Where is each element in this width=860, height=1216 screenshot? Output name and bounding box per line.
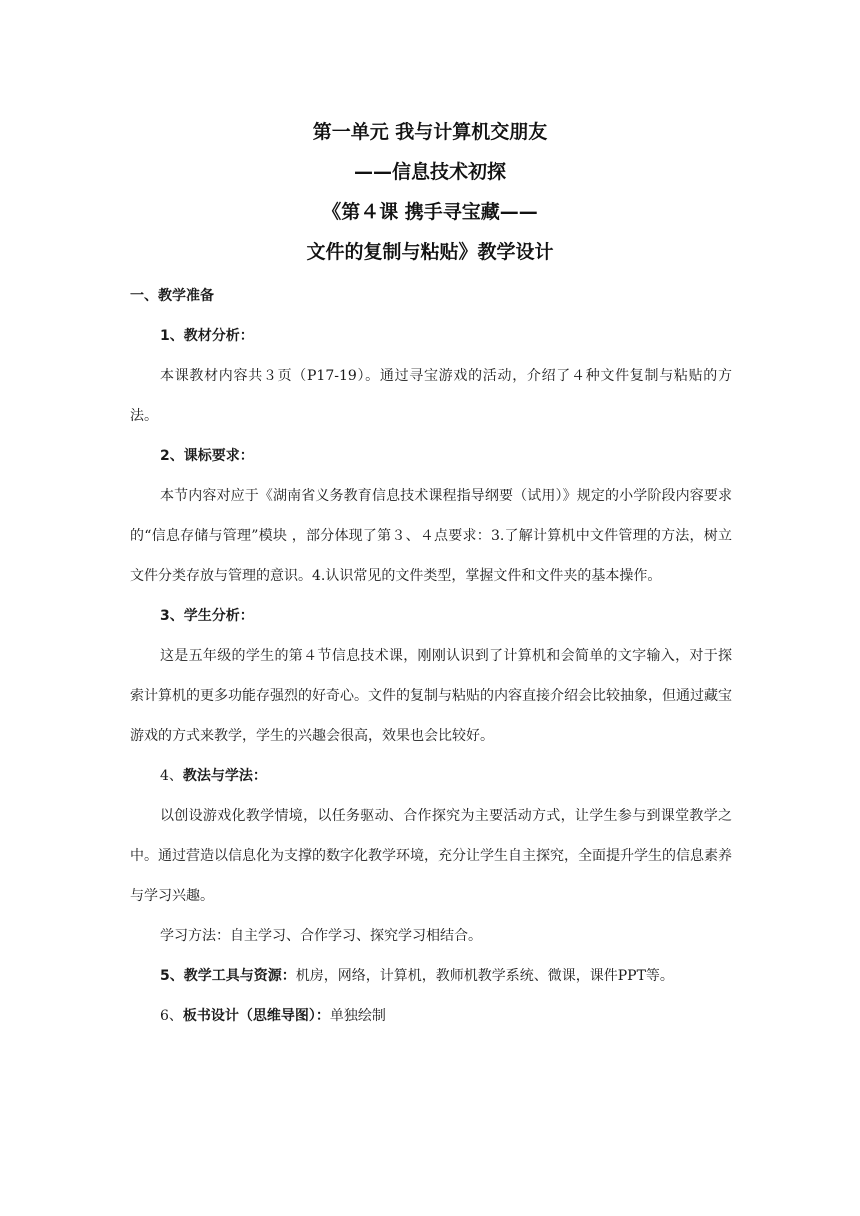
- subheading-material-analysis: 1、教材分析：: [160, 328, 254, 344]
- tools-label: 5、教学工具与资源：: [160, 968, 296, 984]
- document-body: [130, 284, 732, 1044]
- title-line-4: 文件的复制与粘贴》教学设计: [306, 241, 554, 263]
- paragraph-student-analysis: 这是五年级的学生的第４节信息技术课，刚刚认识到了计算机和会简单的文字输入，对于探索计算机的更多功能存强烈的好奇心。文件的复制与粘贴的内容直接介绍会比较抽象，但通过藏宝游戏的方式来教学，学生的兴趣会很高，效果也会比较好。: [130, 648, 732, 744]
- subheading-curriculum-requirements: 2、课标要求：: [160, 448, 254, 464]
- section-heading-prep: 一、教学准备: [130, 288, 214, 304]
- title-line-2: ——信息技术初探: [353, 161, 506, 183]
- subheading-student-analysis: 3、学生分析：: [160, 608, 254, 624]
- subheading-number: 4、: [160, 768, 183, 784]
- board-label: 板书设计（思维导图）：: [182, 1008, 330, 1024]
- document-title: [0, 112, 860, 272]
- line-board-design: [130, 1004, 732, 1028]
- line-tools-resources: [130, 964, 732, 988]
- paragraph-curriculum-requirements: 本节内容对应于《湖南省义务教育信息技术课程指导纲要（试用）》规定的小学阶段内容要求的“信息存储与管理”模块 ，部分体现了第３、４点要求：3.了解计算机中文件管理的方法，树立文件分类存放与管理的意识。4.认识常见的文件类型，掌握文件和文件夹的基本操作。: [130, 488, 732, 584]
- board-number: 6、: [160, 1008, 183, 1024]
- subheading-label: 教法与学法：: [182, 768, 267, 784]
- tools-text: 机房，网络，计算机，教师机教学系统、微课，课件PPT等。: [295, 968, 674, 984]
- paragraph-material-analysis: 本课教材内容共３页（P17-19）。通过寻宝游戏的活动，介绍了４种文件复制与粘贴的方法。: [130, 368, 732, 424]
- subheading-teaching-methods: [130, 764, 732, 788]
- board-text: 单独绘制: [329, 1008, 386, 1024]
- paragraph-teaching-methods: 以创设游戏化教学情境，以任务驱动、合作探究为主要活动方式，让学生参与到课堂教学之中。通过营造以信息化为支撑的数字化教学环境，充分让学生自主探究，全面提升学生的信息素养与学习兴趣。: [130, 808, 732, 904]
- title-line-3: 《第４课 携手寻宝藏——: [322, 201, 538, 223]
- paragraph-learning-methods: 学习方法：自主学习、合作学习、探究学习相结合。: [160, 928, 482, 944]
- title-line-1: 第一单元 我与计算机交朋友: [312, 121, 548, 143]
